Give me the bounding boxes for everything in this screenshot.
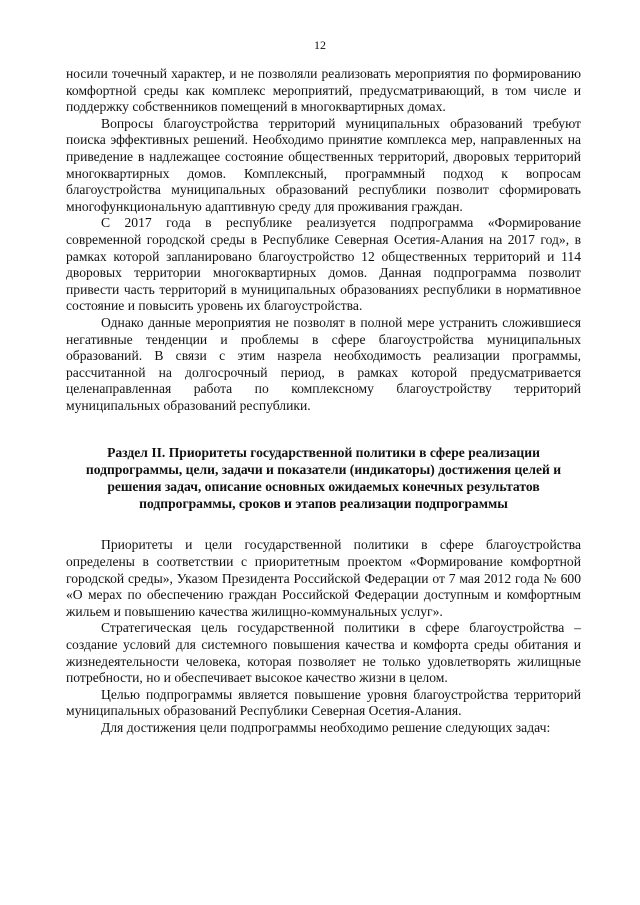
paragraph-priorities: Приоритеты и цели государственной политики в сфере благоустройства определены в соответствии с приоритетным проектом «Формирование комфортной городской среды», Указом Президента Российской Федерации от 7 мая 2012 года № 600 «О мерах по обеспечению граждан Российской Федерации доступным и комфортным жильем и повышению качества жилищно-коммунальных услуг». (66, 537, 581, 619)
paragraph-subprogram-2017: С 2017 года в республике реализуется подпрограмма «Формирование современной городской среды в Республике Северная Осетия-Алания на 2017 год», в рамках которой запланировано благоустройство 12 общественных территорий и 114 дворовых территории многоквартирных домов. Данная подпрограмма позволит привести часть территорий в муниципальных образованиях республики в нормативное состояние и повысить уровень их благоустройства. (66, 215, 581, 314)
paragraph-subprogram-goal: Целью подпрограммы является повышение уровня благоустройства территорий муниципальных образований Республики Северная Осетия-Алания. (66, 686, 581, 719)
page-number: 12 (314, 38, 326, 52)
paragraph-tasks-intro: Для достижения цели подпрограммы необходимо решение следующих задач: (101, 720, 551, 735)
document-body (66, 66, 581, 737)
paragraph-long-term-need: Однако данные мероприятия не позволят в полной мере устранить сложившиеся негативные тенденции и проблемы в сфере благоустройства муниципальных образований. В связи с этим назрела необходимость реализации программы, рассчитанной на долгосрочный период, в рамках которой предусматривается целенаправленная работа по комплексному благоустройству территорий муниципальных образований республики. (66, 314, 581, 413)
section-heading: Раздел II. Приоритеты государственной политики в сфере реализации подпрограммы, цели, задачи и показатели (индикаторы) достижения целей и решения задач, описание основных ожидаемых конечных результатов подпрограммы, сроков и этапов реализации подпрограммы (85, 445, 562, 512)
paragraph-improvement-issues: Вопросы благоустройства территорий муниципальных образований требуют поиска эффективных решений. Необходимо принятие комплекса мер, направленных на приведение в надлежащее состояние общественных территорий, дворовых территорий многоквартирных домов. Комплексный, программный подход к вопросам благоустройства муниципальных образований республики позволит сформировать многофункциональную адаптивную среду для проживания граждан. (66, 115, 581, 214)
paragraph-strategic-goal: Стратегическая цель государственной политики в сфере благоустройства – создание условий для системного повышения качества и комфорта среды обитания и жизнедеятельности человека, которая позволяет не только удовлетворять жилищные потребности, но и обеспечивает высокое качество жизни в целом. (66, 620, 581, 686)
paragraph-continuation: носили точечный характер, и не позволяли реализовать мероприятия по формированию комфортной среды как комплекс мероприятий, предусматривающий, в том числе и поддержку собственников помещений в многоквартирных домах. (66, 66, 581, 115)
